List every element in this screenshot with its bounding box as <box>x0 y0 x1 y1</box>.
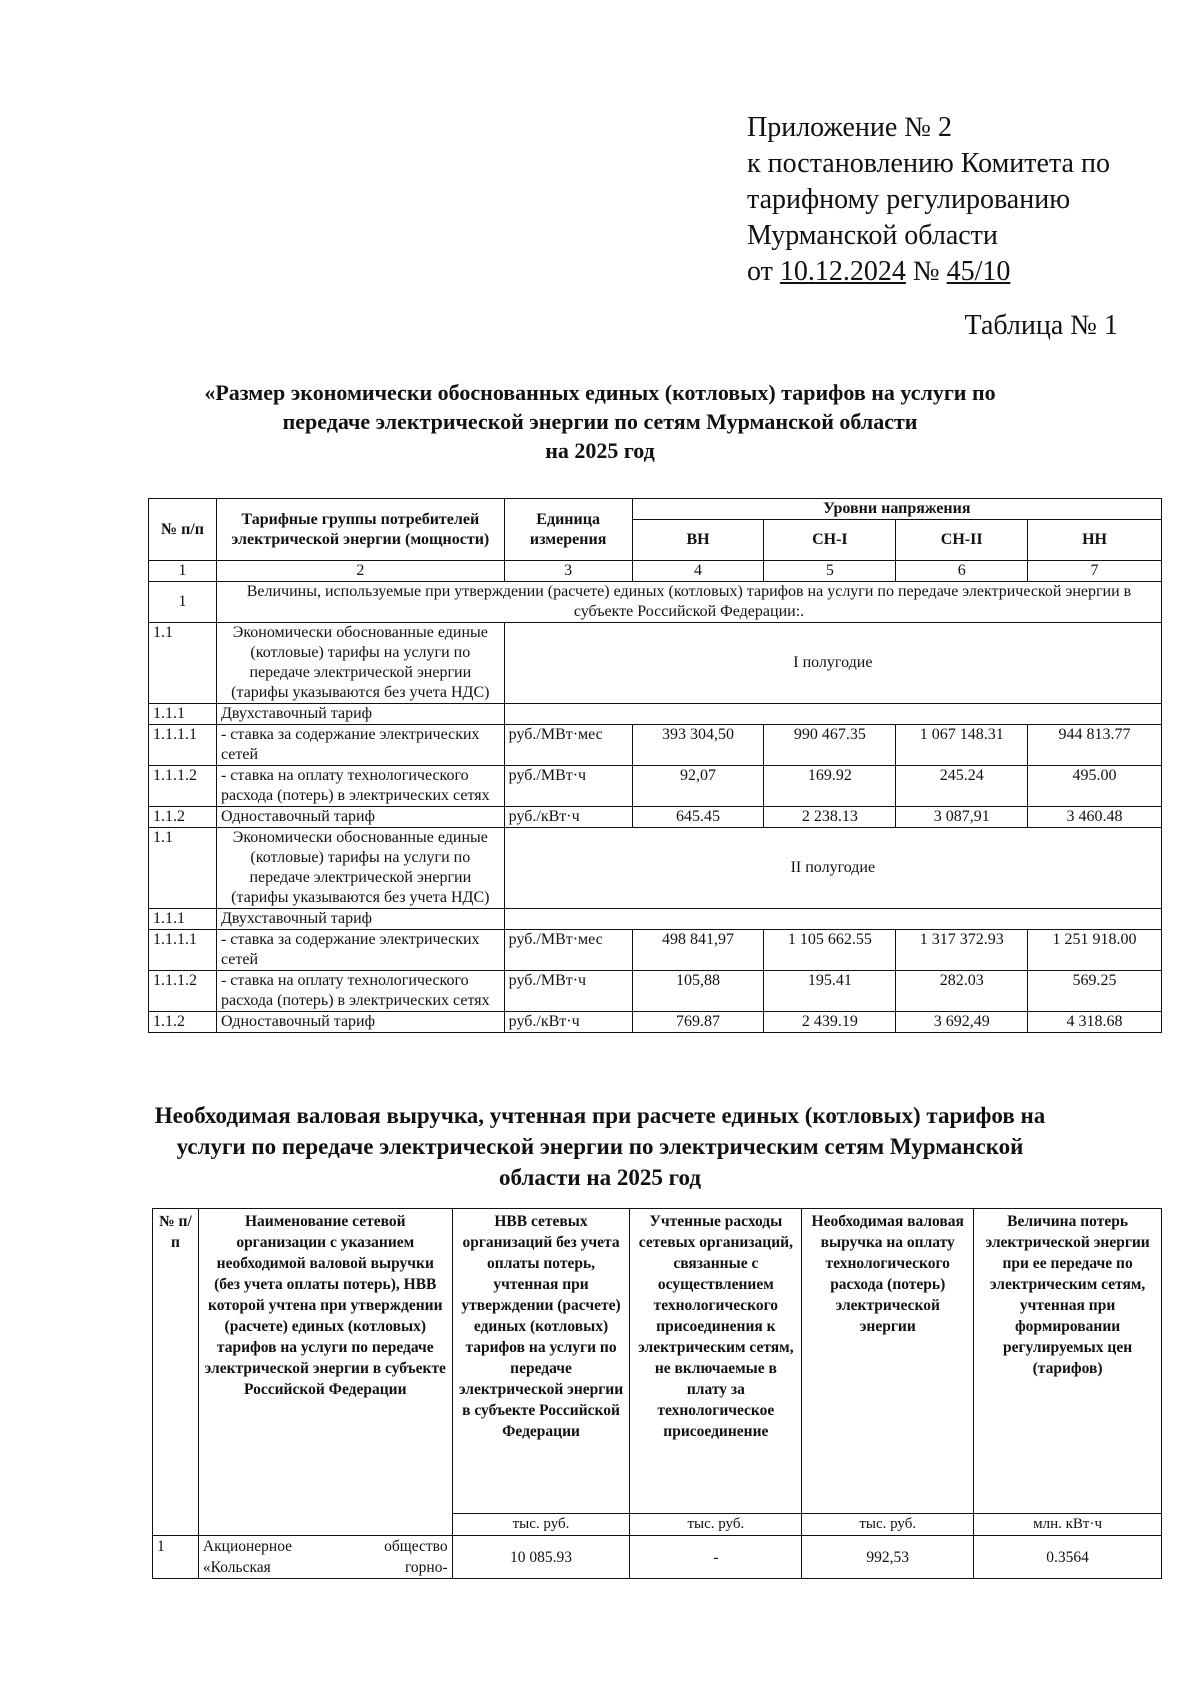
row-text: Двухставочный тариф <box>216 909 504 930</box>
row-num: 1.1.1 <box>149 704 217 725</box>
revenue-header-row <box>153 1209 1162 1514</box>
section-text: Величины, используемые при утверждении (расчете) единых (котловых) тарифов на услуги по передаче электрической энергии в субъекте Российской Федерации:. <box>216 582 1161 623</box>
cell-sn1: 990 467.35 <box>764 725 896 766</box>
revenue-title <box>100 1100 1100 1193</box>
row-unit: руб./МВт·ч <box>504 766 632 807</box>
cell-nn: 569.25 <box>1028 971 1162 1012</box>
row-unit: руб./МВт·ч <box>504 971 632 1012</box>
appendix-line-1: Приложение № 2 <box>747 112 952 143</box>
row-unit: руб./МВт·мес <box>504 930 632 971</box>
row-text: Экономически обоснованные единые (котловые) тарифы на услуги по передаче электрической энергии (тарифы указываются без учета НДС) <box>216 623 504 704</box>
table-row <box>149 909 1162 930</box>
cell-nn: 3 460.48 <box>1028 807 1162 828</box>
rev-header-losses: Величина потерь электрической энергии при ее передаче по электрическим сетям, учтенная при формировании регулируемых цен (тарифов) <box>974 1209 1162 1514</box>
cell-sn2: 3 692,49 <box>896 1012 1028 1033</box>
row-text: - ставка на оплату технологического расхода (потерь) в электрических сетях <box>216 971 504 1012</box>
revenue-title-line-1: Необходимая валовая выручка, учтенная при расчете единых (котловых) тарифов на <box>154 1103 1046 1128</box>
colnum-6: 6 <box>896 561 1028 582</box>
unit-losses: млн. кВт·ч <box>974 1514 1162 1536</box>
rev-row-revenue: 992,53 <box>802 1536 974 1579</box>
row-text: Экономически обоснованные единые (котловые) тарифы на услуги по передаче электрической энергии (тарифы указываются без учета НДС) <box>216 828 504 909</box>
cell-vn: 645.45 <box>632 807 764 828</box>
table-row <box>149 623 1162 704</box>
header-group: Тарифные группы потребителей электрической энергии (мощности) <box>216 499 504 561</box>
colnum-1: 1 <box>149 561 217 582</box>
cell-nn: 4 318.68 <box>1028 1012 1162 1033</box>
row-unit: руб./кВт·ч <box>504 807 632 828</box>
section-num: 1 <box>149 582 217 623</box>
rev-row-name-c: «Кольская <box>202 1559 271 1576</box>
header-unit: Единица измерения <box>504 499 632 561</box>
table-row <box>149 930 1162 971</box>
cell-sn1: 2 238.13 <box>764 807 896 828</box>
cell-sn2: 282.03 <box>896 971 1028 1012</box>
colnum-2: 2 <box>216 561 504 582</box>
header-level-sn1: СН-I <box>764 520 896 561</box>
cell-vn: 393 304,50 <box>632 725 764 766</box>
revenue-title-line-3: области на 2025 год <box>499 1165 701 1190</box>
colnum-5: 5 <box>764 561 896 582</box>
unit-nvv: тыс. руб. <box>452 1514 630 1536</box>
appendix-line-4: Мурманской области <box>747 220 998 251</box>
cell-sn1: 1 105 662.55 <box>764 930 896 971</box>
appendix-number: 45/10 <box>946 256 1011 287</box>
cell-sn2: 1 317 372.93 <box>896 930 1028 971</box>
row-num: 1.1.2 <box>149 807 217 828</box>
column-number-row <box>149 561 1162 582</box>
tariff-title-line-2: передаче электрической энергии по сетям Мурманской области <box>282 409 918 434</box>
row-text: - ставка за содержание электрических сетей <box>216 930 504 971</box>
row-unit: руб./МВт·мес <box>504 725 632 766</box>
rev-header-revenue: Необходимая валовая выручка на оплату технологического расхода (потерь) электрической энергии <box>802 1209 974 1514</box>
colnum-7: 7 <box>1028 561 1162 582</box>
cell-sn1: 169.92 <box>764 766 896 807</box>
rev-row-name-d: горно- <box>404 1559 448 1576</box>
appendix-date: 10.12.2024 <box>779 256 906 287</box>
table-row <box>149 766 1162 807</box>
row-text: Двухставочный тариф <box>216 704 504 725</box>
header-num: № п/п <box>149 499 217 561</box>
row-num: 1.1.1.2 <box>149 766 217 807</box>
row-text: Одноставочный тариф <box>216 807 504 828</box>
rev-row-num: 1 <box>153 1536 199 1579</box>
rev-header-num: № п/п <box>153 1209 199 1536</box>
colnum-4: 4 <box>632 561 764 582</box>
header-level-nn: НН <box>1028 520 1162 561</box>
table-row <box>149 1012 1162 1033</box>
appendix-no-sign: № <box>912 256 940 287</box>
cell-nn: 495.00 <box>1028 766 1162 807</box>
cell-vn: 105,88 <box>632 971 764 1012</box>
appendix-header <box>747 110 1167 290</box>
table-row <box>153 1536 1162 1579</box>
row-empty <box>504 704 1161 725</box>
row-num: 1.1.1.2 <box>149 971 217 1012</box>
appendix-line-3: тарифному регулированию <box>747 184 1071 215</box>
row-unit: руб./кВт·ч <box>504 1012 632 1033</box>
period-label: II полугодие <box>504 828 1161 909</box>
cell-vn: 92,07 <box>632 766 764 807</box>
rev-row-name-b: общество <box>384 1538 448 1555</box>
cell-sn2: 245.24 <box>896 766 1028 807</box>
rev-row-name-line-1 <box>203 1536 448 1557</box>
table-label: Таблица № 1 <box>964 310 1118 341</box>
cell-nn: 1 251 918.00 <box>1028 930 1162 971</box>
unit-revenue: тыс. руб. <box>802 1514 974 1536</box>
rev-header-nvv: НВВ сетевых организаций без учета оплаты потерь, учтенная при утверждении (расчете) единых (котловых) тарифов на услуги по передаче электрической энергии в субъекте Российской Федерации <box>452 1209 630 1514</box>
table-row <box>149 828 1162 909</box>
row-text: - ставка за содержание электрических сетей <box>216 725 504 766</box>
row-num: 1.1.1.1 <box>149 725 217 766</box>
tariff-table <box>148 498 1162 1033</box>
rev-row-costs: - <box>630 1536 802 1579</box>
header-level-sn2: СН-II <box>896 520 1028 561</box>
tariff-title <box>140 378 1060 465</box>
table-row <box>149 971 1162 1012</box>
rev-row-losses: 0.3564 <box>974 1536 1162 1579</box>
row-empty <box>504 909 1161 930</box>
row-num: 1.1 <box>149 623 217 704</box>
rev-row-name-a: Акционерное <box>202 1538 293 1555</box>
appendix-line-5 <box>747 254 1167 290</box>
rev-row-name-line-2 <box>203 1557 448 1578</box>
appendix-line-2: к постановлению Комитета по <box>747 148 1110 179</box>
cell-sn2: 3 087,91 <box>896 807 1028 828</box>
row-num: 1.1 <box>149 828 217 909</box>
cell-nn: 944 813.77 <box>1028 725 1162 766</box>
cell-vn: 498 841,97 <box>632 930 764 971</box>
revenue-title-line-2: услуги по передаче электрической энергии по электрическим сетям Мурманской <box>176 1134 1024 1159</box>
cell-vn: 769.87 <box>632 1012 764 1033</box>
header-level-vn: ВН <box>632 520 764 561</box>
tariff-title-line-1: «Размер экономически обоснованных единых (котловых) тарифов на услуги по <box>204 380 996 405</box>
rev-header-name: Наименование сетевой организации с указанием необходимой валовой выручки (без учета оплаты потерь), НВВ которой учтена при утверждении (расчете) единых (котловых) тарифов на услуги по передаче электрической энергии в субъекте Российской Федерации <box>198 1209 452 1536</box>
cell-sn1: 195.41 <box>764 971 896 1012</box>
row-num: 1.1.2 <box>149 1012 217 1033</box>
rev-row-nvv: 10 085.93 <box>452 1536 630 1579</box>
row-num: 1.1.1.1 <box>149 930 217 971</box>
tariff-title-line-3: на 2025 год <box>545 438 655 463</box>
rev-header-costs: Учтенные расходы сетевых организаций, связанные с осуществлением технологического присоединения к электрическим сетям, не включаемые в плату за технологическое присоединение <box>630 1209 802 1514</box>
row-text: - ставка на оплату технологического расхода (потерь) в электрических сетях <box>216 766 504 807</box>
table-header-row <box>149 499 1162 520</box>
table-row <box>149 807 1162 828</box>
row-text: Одноставочный тариф <box>216 1012 504 1033</box>
unit-costs: тыс. руб. <box>630 1514 802 1536</box>
section-row <box>149 582 1162 623</box>
revenue-table <box>152 1208 1162 1579</box>
header-levels: Уровни напряжения <box>632 499 1161 520</box>
cell-sn1: 2 439.19 <box>764 1012 896 1033</box>
table-row <box>149 725 1162 766</box>
row-num: 1.1.1 <box>149 909 217 930</box>
colnum-3: 3 <box>504 561 632 582</box>
cell-sn2: 1 067 148.31 <box>896 725 1028 766</box>
period-label: I полугодие <box>504 623 1161 704</box>
appendix-from: от <box>747 256 773 287</box>
table-row <box>149 704 1162 725</box>
rev-row-name <box>198 1536 452 1579</box>
